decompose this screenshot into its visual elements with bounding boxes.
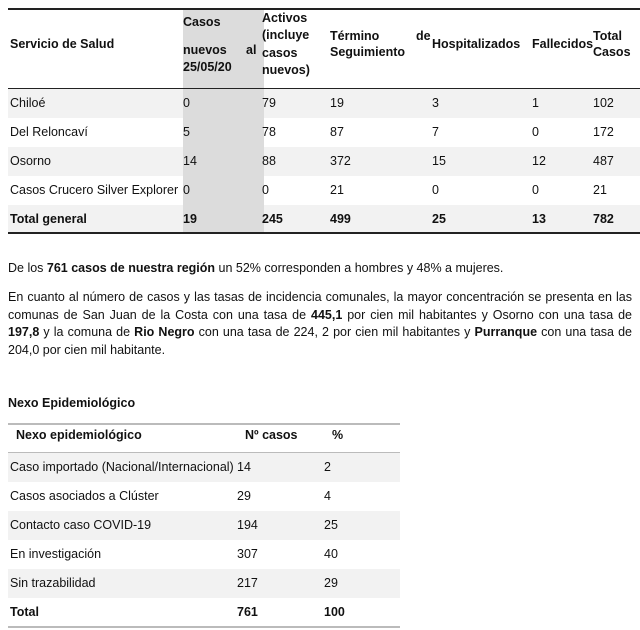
text: y la comuna de xyxy=(39,325,135,339)
table-cell: Casos Crucero Silver Explorer xyxy=(10,183,179,197)
table-cell: 194 xyxy=(237,518,258,532)
table-bottom-rule xyxy=(8,626,400,628)
table-cell: 88 xyxy=(262,154,276,168)
header-termino-1: Término xyxy=(330,29,380,43)
header-casos-2: nuevos xyxy=(183,43,227,57)
header-activos-1: Activos xyxy=(262,11,308,25)
table-row xyxy=(8,147,640,176)
header-termino-de: de xyxy=(416,29,431,43)
header-fallecidos: Fallecidos xyxy=(532,37,594,51)
table-cell: Osorno xyxy=(10,154,51,168)
text: un 52% corresponden a hombres y 48% a mujeres. xyxy=(215,261,504,275)
table-cell: 0 xyxy=(432,183,439,197)
table-cell: 12 xyxy=(532,154,546,168)
table-cell: 487 xyxy=(593,154,614,168)
table-cell: 307 xyxy=(237,547,258,561)
table-cell: Chiloé xyxy=(10,96,46,110)
text-bold: Purranque xyxy=(474,325,538,339)
text: con una tasa de 204,0 por cien mil habitante. xyxy=(8,325,632,357)
table-cell: 79 xyxy=(262,96,276,110)
table-cell: 499 xyxy=(330,212,351,226)
table-cell: Sin trazabilidad xyxy=(10,576,96,590)
table-cell: Del Reloncaví xyxy=(10,125,88,139)
table-row xyxy=(8,453,400,482)
text: De los xyxy=(8,261,47,275)
paragraph-tasas xyxy=(8,289,632,359)
header-casos-3: 25/05/20 xyxy=(183,60,232,74)
table-cell: 5 xyxy=(183,125,190,139)
header-total-2: Casos xyxy=(593,45,631,59)
table-cell: 14 xyxy=(237,460,251,474)
table-cell: 372 xyxy=(330,154,351,168)
header-activos-4: nuevos) xyxy=(262,63,310,77)
table-cell: 25 xyxy=(324,518,338,532)
table-cell: Casos asociados a Clúster xyxy=(10,489,159,503)
header-nexo: Nexo epidemiológico xyxy=(16,428,142,442)
table-cell: 102 xyxy=(593,96,614,110)
table-cell: 21 xyxy=(330,183,344,197)
text-bold: 197,8 xyxy=(8,325,40,339)
table-cell: 29 xyxy=(324,576,338,590)
table-cell: 19 xyxy=(183,212,197,226)
table-cell: Total general xyxy=(10,212,87,226)
paragraph-sexo xyxy=(8,260,632,278)
table-row xyxy=(8,89,640,118)
header-casos-1: Casos xyxy=(183,15,221,29)
table-row xyxy=(8,540,400,569)
table-cell: 40 xyxy=(324,547,338,561)
table-bottom-rule xyxy=(8,232,640,234)
table-cell: 1 xyxy=(532,96,539,110)
table-cell: 15 xyxy=(432,154,446,168)
table-cell: 3 xyxy=(432,96,439,110)
header-activos-2: (incluye xyxy=(262,28,310,42)
table-row xyxy=(8,482,400,511)
table-cell: 19 xyxy=(330,96,344,110)
table-row xyxy=(8,511,400,540)
header-termino-2: Seguimiento xyxy=(330,45,406,59)
table-row xyxy=(8,569,400,598)
table-cell: 21 xyxy=(593,183,607,197)
text: con una tasa de 224, 2 por cien mil habitantes y xyxy=(194,325,475,339)
table-cell: 0 xyxy=(532,125,539,139)
table-row xyxy=(8,118,640,147)
table-row xyxy=(8,205,640,234)
table-top-rule xyxy=(8,423,400,425)
table-top-rule xyxy=(8,8,640,10)
header-casos-al: al xyxy=(246,43,257,57)
table-cell: 13 xyxy=(532,212,546,226)
table-cell: 217 xyxy=(237,576,258,590)
table-cell: 0 xyxy=(183,183,190,197)
header-hospitalizados: Hospitalizados xyxy=(432,37,521,51)
table-cell: Total xyxy=(10,605,39,619)
text: En cuanto al número de casos y las tasas de incidencia comunales, la mayor concentración se presenta en las comunas de San Juan de la Costa con una tasa de xyxy=(8,290,632,322)
table-cell: 25 xyxy=(432,212,446,226)
table-cell: 87 xyxy=(330,125,344,139)
table-cell: 0 xyxy=(532,183,539,197)
table-cell: Contacto caso COVID-19 xyxy=(10,518,152,532)
header-casos: Nº casos xyxy=(245,428,298,442)
header-total-1: Total xyxy=(593,29,622,43)
header-pct: % xyxy=(332,428,344,442)
text-bold: Rio Negro xyxy=(134,325,195,339)
table-cell: Caso importado (Nacional/Internacional) xyxy=(10,460,234,474)
table-cell: 0 xyxy=(183,96,190,110)
table-row xyxy=(8,176,640,205)
nexo-title: Nexo Epidemiológico xyxy=(8,396,136,410)
table-cell: 78 xyxy=(262,125,276,139)
table-cell: 14 xyxy=(183,154,197,168)
header-activos-3: casos xyxy=(262,46,298,60)
table-cell: 4 xyxy=(324,489,331,503)
table-cell: En investigación xyxy=(10,547,102,561)
table-cell: 2 xyxy=(324,460,331,474)
table-cell: 245 xyxy=(262,212,283,226)
text-bold: 761 casos de nuestra región xyxy=(46,261,216,275)
table-cell: 761 xyxy=(237,605,258,619)
table-cell: 0 xyxy=(262,183,269,197)
text-bold: 445,1 xyxy=(311,307,343,322)
header-servicio: Servicio de Salud xyxy=(10,37,115,51)
text: por cien mil habitantes y Osorno con una tasa de xyxy=(342,307,633,322)
table-cell: 100 xyxy=(324,605,345,619)
table-cell: 782 xyxy=(593,212,614,226)
table-cell: 29 xyxy=(237,489,251,503)
table-cell: 7 xyxy=(432,125,439,139)
table-row xyxy=(8,598,400,627)
table-cell: 172 xyxy=(593,125,614,139)
